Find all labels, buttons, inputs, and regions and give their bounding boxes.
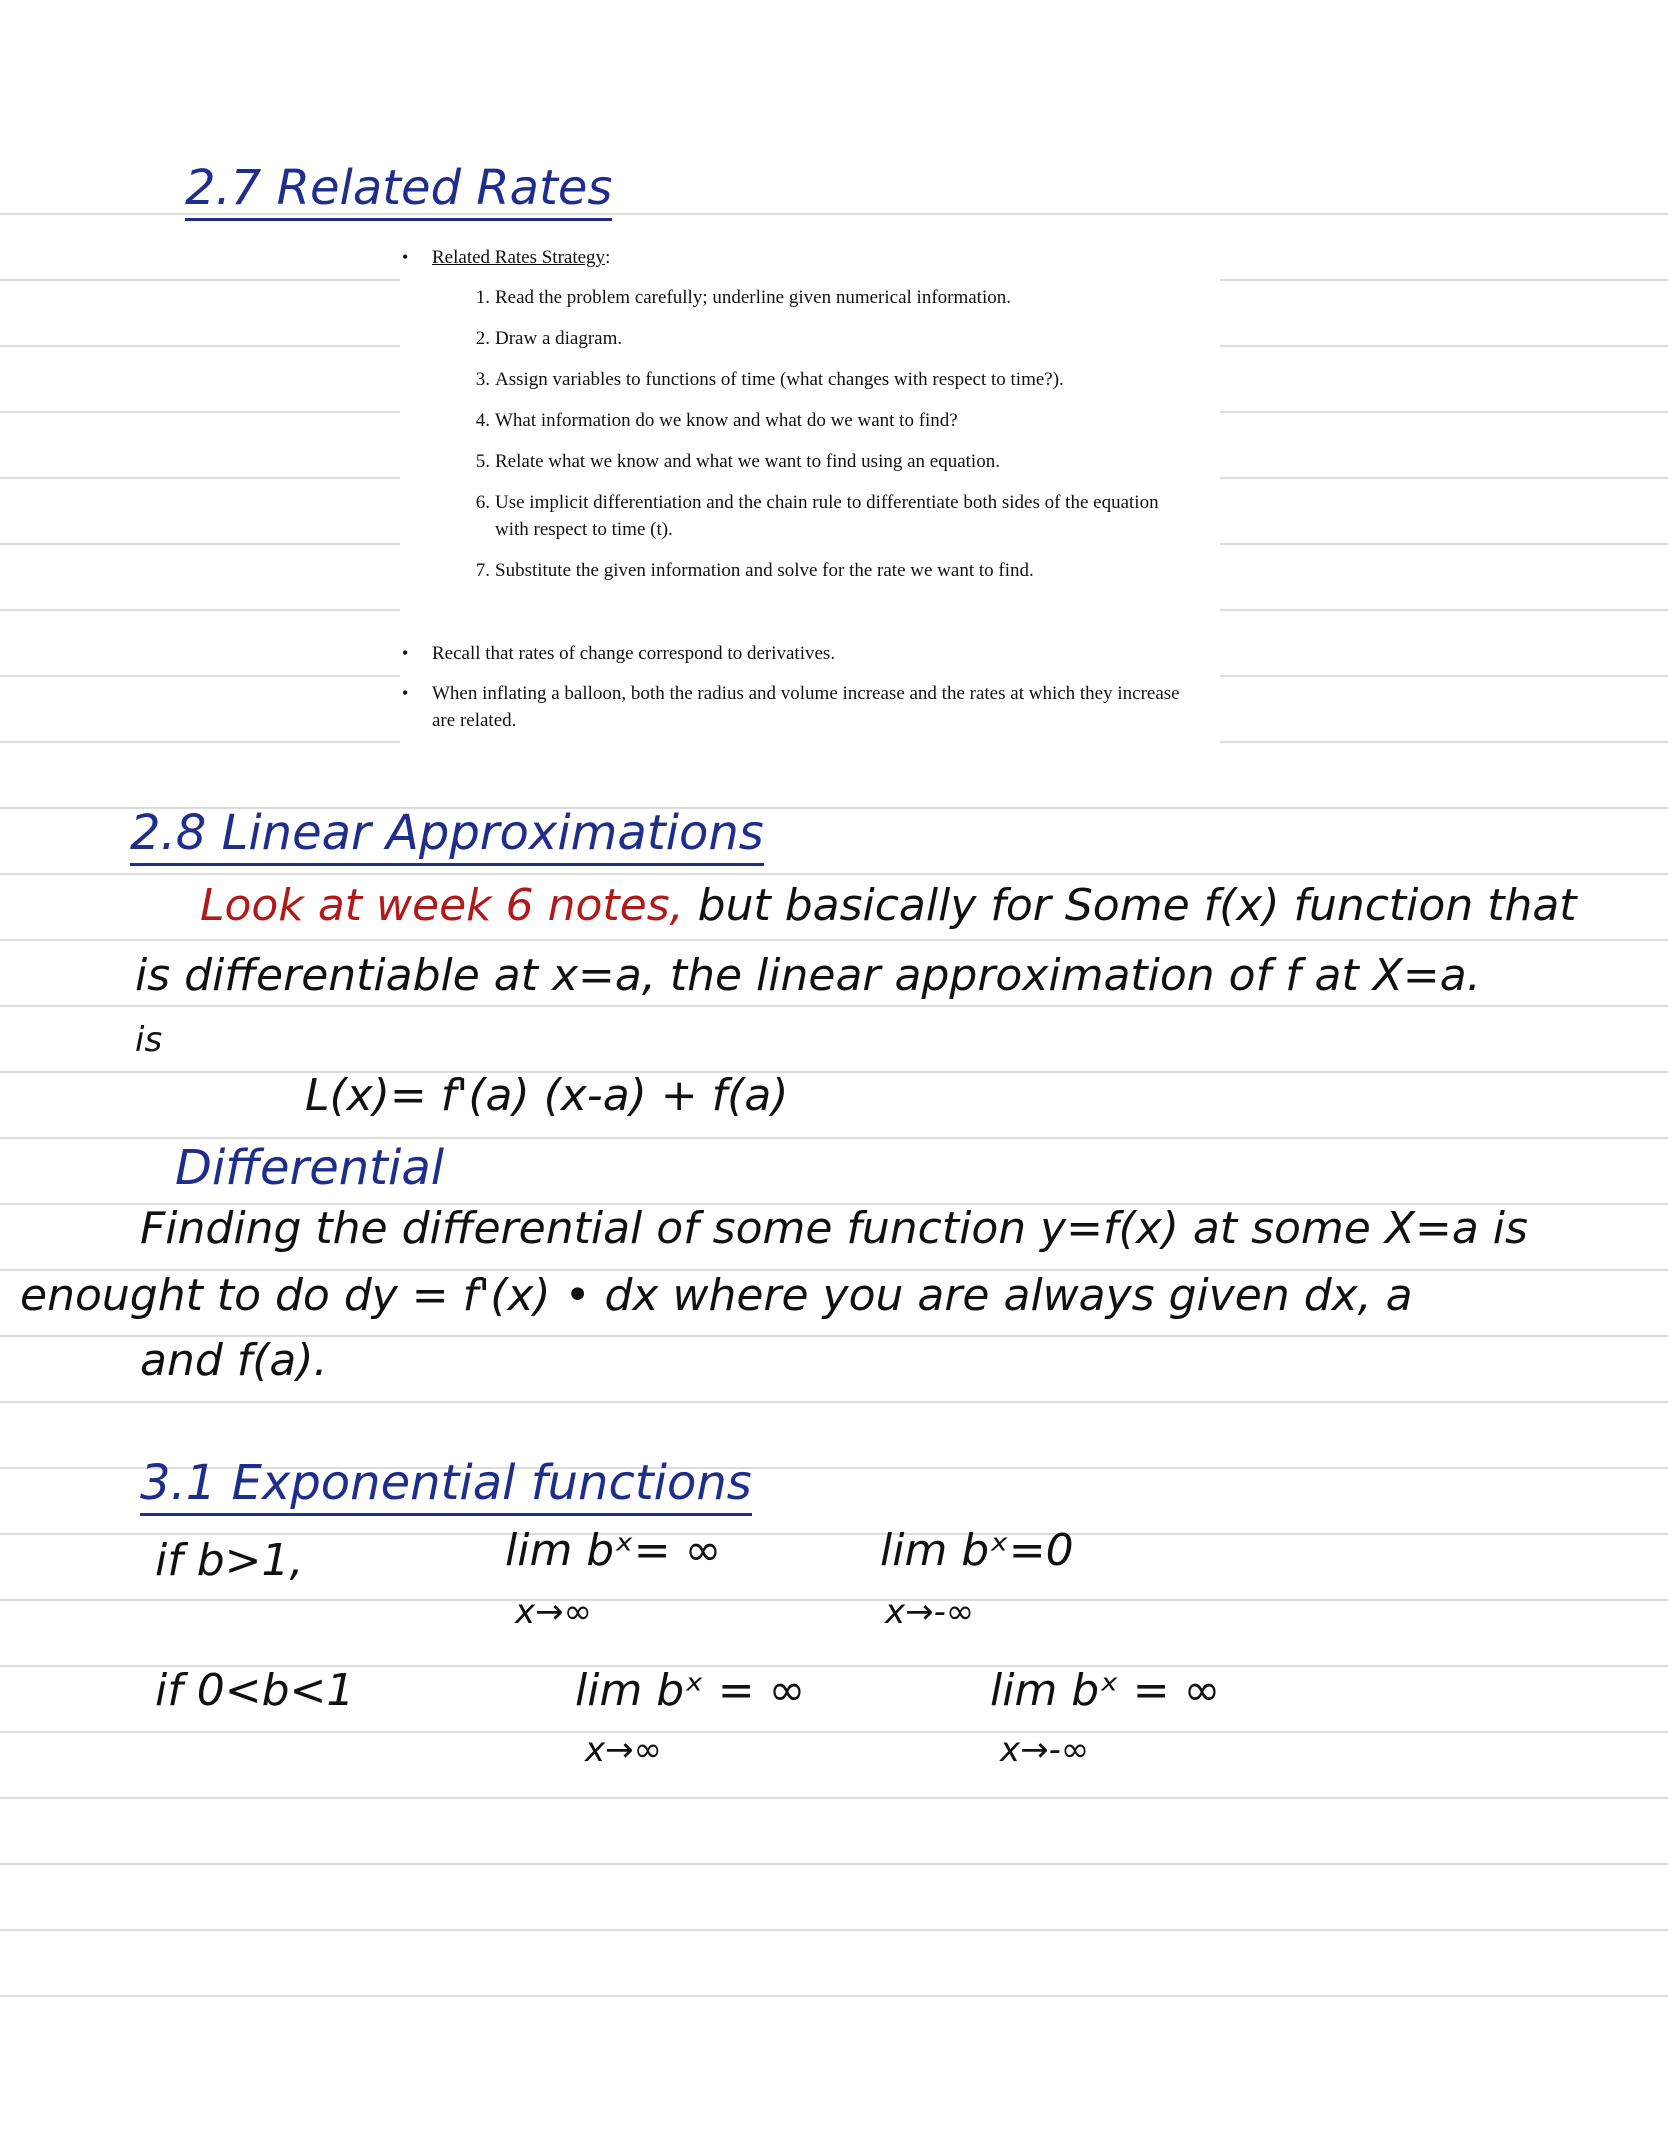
linear-approx-line-2: is differentiable at x=a, the linear approximation of f at X=a. <box>135 950 1481 1001</box>
limit-subscript: x→∞ <box>515 1592 592 1632</box>
strategy-heading: • Related Rates Strategy: <box>402 247 611 268</box>
strategy-step: 6. Use implicit differentiation and the chain rule to differentiate both sides of the equation with respect to time (t). <box>475 492 1159 540</box>
strategy-step: 5. Relate what we know and what we want to find using an equation. <box>475 451 1000 472</box>
strategy-step: 3. Assign variables to functions of time (what changes with respect to time?). <box>475 369 1064 390</box>
rule-line <box>0 939 1668 941</box>
printed-strategy-block <box>400 232 1220 752</box>
linear-approx-line-1: Look at week 6 notes, but basically for Some f(x) function that <box>200 880 1577 931</box>
rule-line <box>0 873 1668 875</box>
rule-line <box>0 1137 1668 1139</box>
linear-approx-line-3: is <box>135 1020 163 1060</box>
limit-expression: lim bˣ=0 <box>880 1525 1074 1576</box>
limit-expression: lim bˣ = ∞ <box>575 1665 806 1716</box>
rule-line <box>0 1599 1668 1601</box>
strategy-step: 2. Draw a diagram. <box>475 328 623 349</box>
limit-subscript: x→-∞ <box>1000 1730 1090 1770</box>
section-2-8-title: 2.8 Linear Approximations <box>130 805 764 861</box>
note-bullet: • When inflating a balloon, both the radius and volume increase and the rates at which they increase are related. <box>402 683 1180 731</box>
differential-line-3: and f(a). <box>140 1335 328 1386</box>
limit-subscript: x→-∞ <box>885 1592 975 1632</box>
note-bullet: • Recall that rates of change correspond to derivatives. <box>402 643 836 664</box>
section-3-1-title: 3.1 Exponential functions <box>140 1455 752 1511</box>
case-b-between-0-1: if 0<b<1 <box>155 1665 355 1716</box>
strategy-step: 7. Substitute the given information and solve for the rate we want to find. <box>475 560 1034 581</box>
differential-title: Differential <box>175 1140 445 1196</box>
case-b-greater-1: if b>1, <box>155 1535 304 1586</box>
limit-expression: lim bˣ= ∞ <box>505 1525 722 1576</box>
differential-line-1: Finding the differential of some function y=f(x) at some X=a is <box>140 1203 1528 1254</box>
rule-line <box>0 1929 1668 1931</box>
rule-line <box>0 1863 1668 1865</box>
rule-line <box>0 1071 1668 1073</box>
limit-subscript: x→∞ <box>585 1730 662 1770</box>
rule-line <box>0 1005 1668 1007</box>
strategy-step: 1. Read the problem carefully; underline given numerical information. <box>475 287 1011 308</box>
rule-line <box>0 1995 1668 1997</box>
linear-approx-formula: L(x)= f'(a) (x-a) + f(a) <box>305 1070 789 1121</box>
rule-line <box>0 1797 1668 1799</box>
rule-line <box>0 1731 1668 1733</box>
limit-expression: lim bˣ = ∞ <box>990 1665 1221 1716</box>
differential-line-2: enought to do dy = f'(x) • dx where you are always given dx, a <box>20 1270 1413 1321</box>
strategy-step: 4. What information do we know and what do we want to find? <box>475 410 958 431</box>
rule-line <box>0 1401 1668 1403</box>
section-2-7-title: 2.7 Related Rates <box>185 160 612 216</box>
